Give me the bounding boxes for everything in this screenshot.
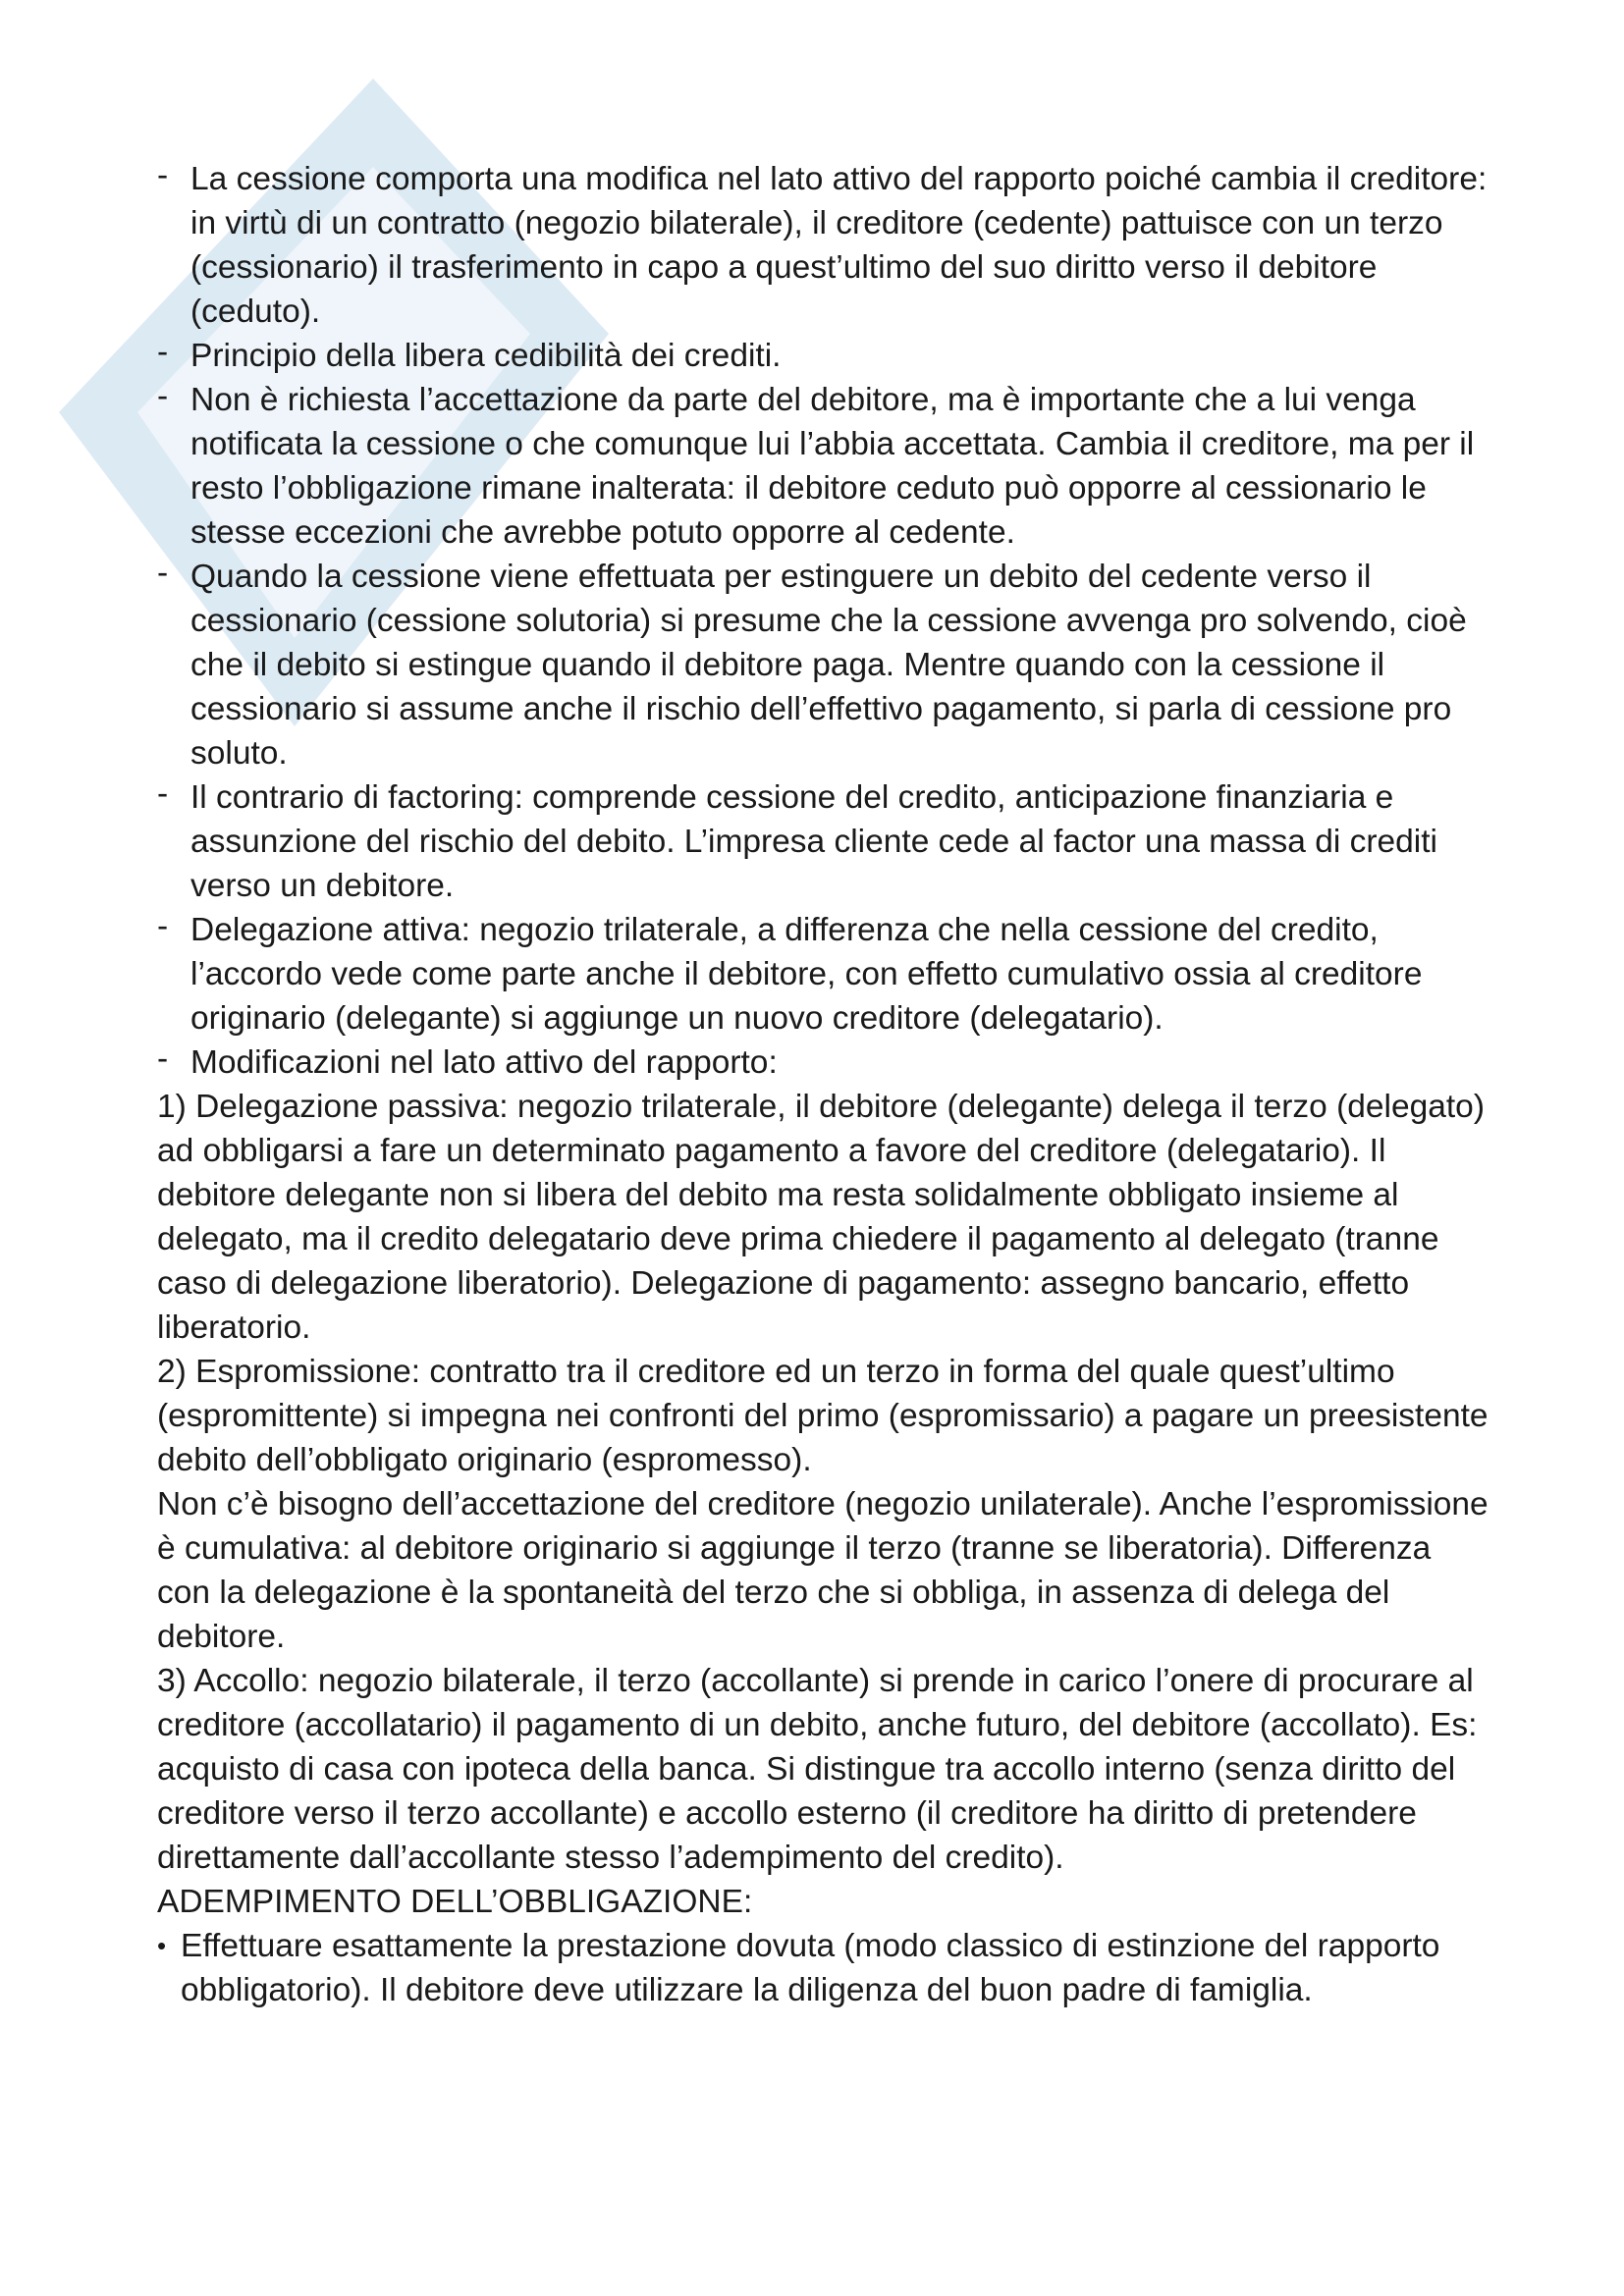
dash-marker: - (157, 775, 169, 812)
bullet-list (157, 1924, 1492, 2012)
list-item-text: Modificazioni nel lato attivo del rapporto: (190, 1044, 778, 1081)
list-item (157, 1041, 1492, 1085)
list-item (157, 378, 1492, 555)
list-item (157, 157, 1492, 334)
dash-marker: - (157, 378, 169, 414)
dash-marker: - (157, 908, 169, 944)
list-item (157, 908, 1492, 1041)
section-heading: ADEMPIMENTO DELL’OBBLIGAZIONE: (157, 1884, 753, 1920)
dash-marker: - (157, 555, 169, 591)
dash-marker: - (157, 1041, 169, 1077)
list-item-text: Effettuare esattamente la prestazione dovuta (modo classico di estinzione del rapporto obbligatorio). Il debitore deve utilizzare la diligenza del buon padre di famiglia. (181, 1928, 1440, 2008)
list-item-text: Delegazione attiva: negozio trilaterale, a differenza che nella cessione del credito, l’accordo vede come parte anche il debitore, con effetto cumulativo ossia al creditore originario (delegante) si aggiunge un nuovo creditore (delegatario). (190, 912, 1423, 1037)
dash-marker: - (157, 334, 169, 370)
paragraph-espromissione: 2) Espromissione: contratto tra il creditore ed un terzo in forma del quale quest’ultimo (espromittente) si impegna nei confronti del primo (espromissario) a pagare un preesistente debito dell’obbligato originario (espromesso). (157, 1354, 1489, 1478)
list-item-text: Il contrario di factoring: comprende cessione del credito, anticipazione finanziaria e assunzione del rischio del debito. L’impresa cliente cede al factor una massa di crediti verso un debitore. (190, 779, 1437, 904)
list-item-text: Non è richiesta l’accettazione da parte del debitore, ma è importante che a lui venga notificata la cessione o che comunque lui l’abbia accettata. Cambia il creditore, ma per il resto l’obbligazione rimane inalterata: il debitore ceduto può opporre al cessionario le stesse eccezioni che avrebbe potuto opporre al cedente. (190, 382, 1475, 551)
dash-marker: - (157, 157, 169, 193)
list-item (157, 555, 1492, 775)
bullet-marker: • (157, 1931, 167, 1960)
paragraph-espromissione-note: Non c’è bisogno dell’accettazione del creditore (negozio unilaterale). Anche l’espromissione è cumulativa: al debitore originario si aggiunge il terzo (tranne se liberatoria). Differenza con la delegazione è la spontaneità del terzo che si obbliga, in assenza di delega del debitore. (157, 1486, 1489, 1655)
list-item-text: La cessione comporta una modifica nel lato attivo del rapporto poiché cambia il creditore: in virtù di un contratto (negozio bilaterale), il creditore (cedente) pattuisce con un terzo (cessionario) il trasferimento in capo a quest’ultimo del suo diritto verso il debitore (ceduto). (190, 161, 1488, 330)
list-item (157, 775, 1492, 908)
list-item (157, 1924, 1492, 2012)
paragraph-delegazione-passiva: 1) Delegazione passiva: negozio trilaterale, il debitore (delegante) delega il terzo (delegato) ad obbligarsi a fare un determinato pagamento a favore del creditore (delegatario). Il debitore delegante non si libera del debito ma resta solidalmente obbligato insieme al delegato, ma il credito delegatario deve prima chiedere il pagamento al delegato (tranne caso di delegazione liberatorio). Delegazione di pagamento: assegno bancario, effetto liberatorio. (157, 1089, 1485, 1346)
paragraph-accollo: 3) Accollo: negozio bilaterale, il terzo (accollante) si prende in carico l’onere di procurare al creditore (accollatario) il pagamento di un debito, anche futuro, del debitore (accollato). Es: acquisto di casa con ipoteca della banca. Si distingue tra accollo interno (senza diritto del creditore verso il terzo accollante) e accollo esterno (il creditore ha diritto di pretendere direttamente dall’accollante stesso l’adempimento del credito). (157, 1663, 1478, 1876)
dash-list (157, 157, 1492, 1085)
list-item-text: Quando la cessione viene effettuata per estinguere un debito del cedente verso il cessionario (cessione solutoria) si presume che la cessione avvenga pro solvendo, cioè che il debito si estingue quando il debitore paga. Mentre quando con la cessione il cessionario si assume anche il rischio dell’effettivo pagamento, si parla di cessione pro soluto. (190, 559, 1467, 772)
list-item (157, 334, 1492, 378)
document-page (157, 157, 1492, 2012)
list-item-text: Principio della libera cedibilità dei crediti. (190, 338, 782, 374)
